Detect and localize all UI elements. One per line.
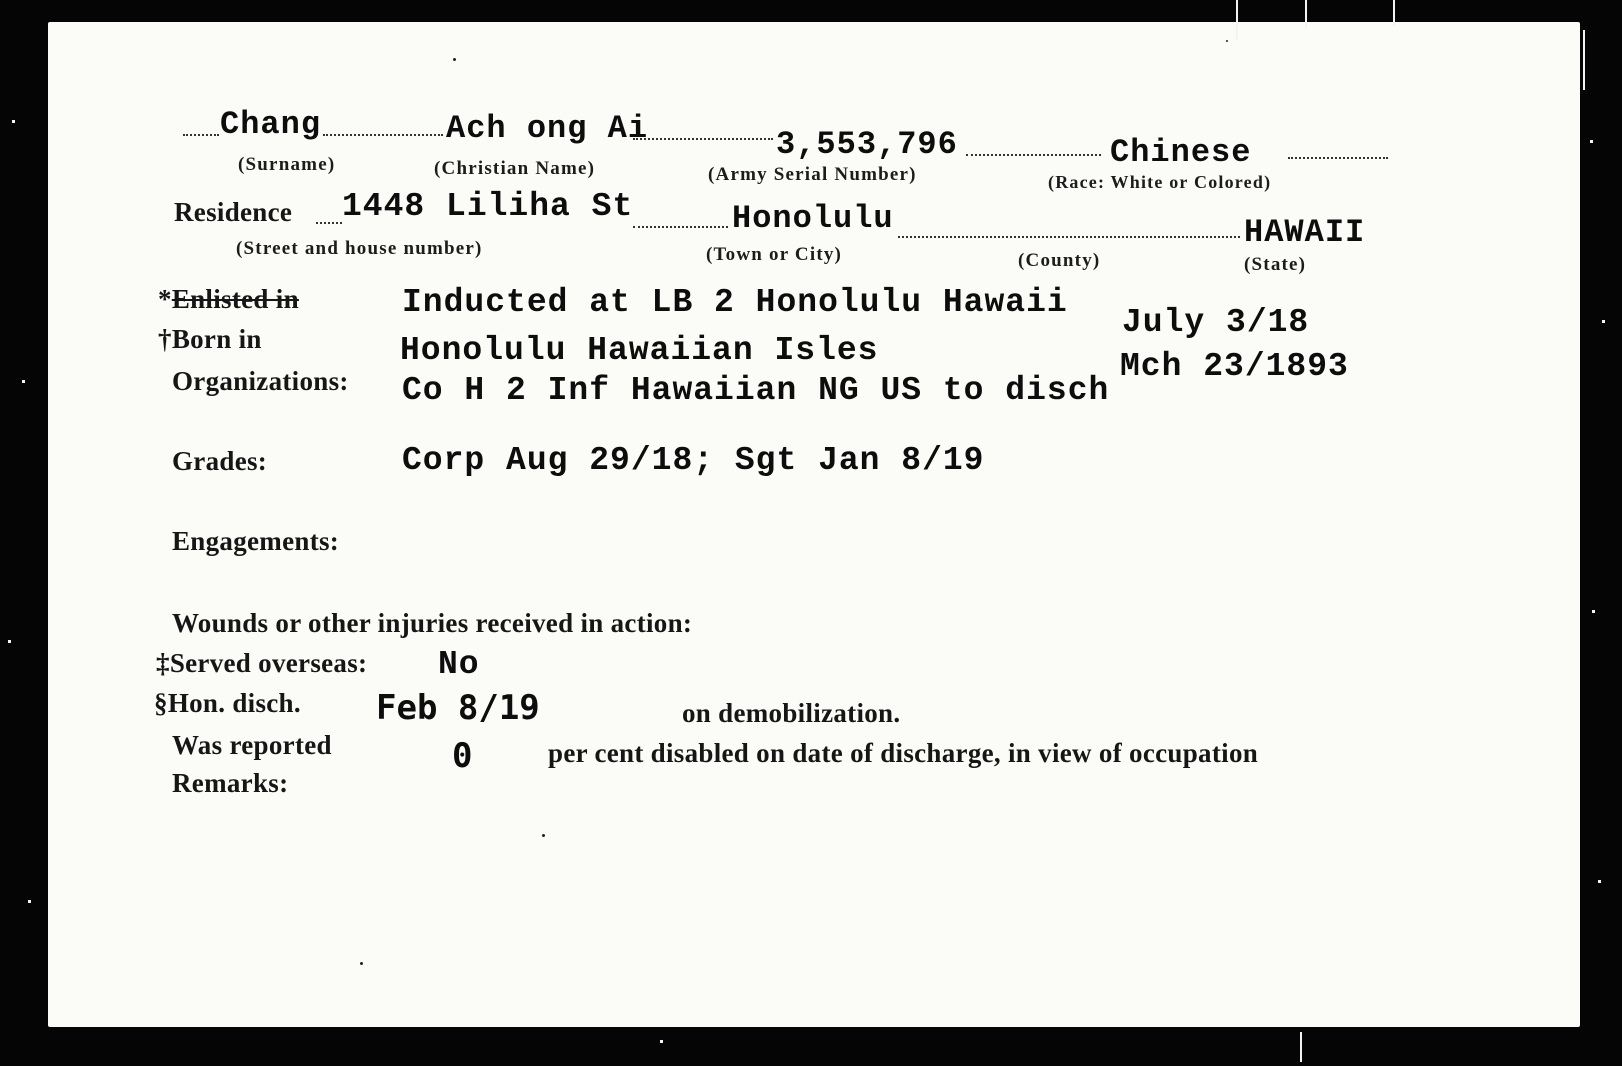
organizations-value: Co H 2 Inf Hawaiian NG US to disch (402, 372, 1110, 409)
disability-label: Was reported (172, 730, 332, 760)
scan-artifact (1305, 0, 1307, 28)
scan-artifact (1598, 880, 1601, 883)
enlisted-marker: * (158, 284, 172, 314)
discharge-value: Feb 8/19 (376, 688, 540, 728)
scan-speck (1226, 40, 1228, 42)
scan-artifact (12, 120, 15, 123)
overseas-label-row (156, 648, 367, 679)
dotted-leader (1288, 157, 1388, 159)
scan-artifact (1393, 0, 1395, 26)
enlisted-date: July 3/18 (1122, 304, 1310, 341)
serial-caption: (Army Serial Number) (708, 164, 917, 185)
dotted-leader (898, 236, 1240, 238)
christian-name-value: Ach ong Ai (446, 110, 649, 147)
born-label-row (158, 324, 262, 355)
scan-artifact (1590, 140, 1593, 143)
born-marker: † (158, 324, 172, 354)
scan-artifact (660, 1040, 663, 1043)
residence-street-value: 1448 Liliha St (342, 188, 634, 225)
discharge-marker: § (154, 688, 168, 718)
scan-artifact (1300, 1032, 1302, 1062)
serial-value: 3,553,796 (776, 126, 958, 163)
enlisted-label-row (158, 284, 299, 315)
scan-artifact (1583, 30, 1585, 90)
born-date: Mch 23/1893 (1120, 348, 1349, 385)
residence-town-value: Honolulu (732, 200, 894, 237)
residence-label: Residence (174, 197, 293, 227)
christian-name-caption: (Christian Name) (434, 158, 596, 179)
discharge-label: Hon. disch. (167, 688, 301, 718)
scan-artifact (1236, 0, 1238, 40)
dotted-leader (183, 134, 219, 136)
scan-artifact (1592, 610, 1595, 613)
surname-caption: (Surname) (238, 154, 336, 175)
state-caption: (State) (1244, 254, 1307, 275)
residence-state-value: HAWAII (1244, 214, 1366, 251)
enlisted-label: Enlisted in (171, 284, 299, 314)
overseas-label: Served overseas: (169, 648, 368, 678)
scan-artifact (8, 640, 11, 643)
scan-speck (453, 58, 456, 61)
scan-artifact (28, 900, 31, 903)
disability-value: 0 (452, 736, 473, 776)
dotted-leader (316, 222, 342, 224)
dotted-leader (966, 154, 1101, 156)
born-value: Honolulu Hawaiian Isles (400, 332, 879, 369)
dotted-leader (633, 138, 773, 140)
scan-artifact (1602, 320, 1605, 323)
engagements-label: Engagements: (172, 526, 340, 556)
street-caption: (Street and house number) (236, 238, 483, 259)
race-caption: (Race: White or Colored) (1048, 172, 1272, 192)
dotted-leader (323, 134, 443, 136)
born-label: Born in (171, 324, 262, 354)
overseas-value: No (438, 646, 480, 683)
scan-artifact (22, 380, 25, 383)
town-caption: (Town or City) (706, 244, 843, 265)
scan-speck (360, 962, 363, 965)
discharge-label-row (154, 688, 301, 719)
wounds-label: Wounds or other injuries received in action: (172, 608, 693, 638)
service-record-card (48, 22, 1580, 1027)
remarks-label: Remarks: (172, 768, 289, 798)
grades-label: Grades: (172, 446, 268, 476)
surname-value: Chang (220, 106, 322, 143)
organizations-label: Organizations: (172, 366, 349, 396)
disability-suffix: per cent disabled on date of discharge, in view of occupation (548, 738, 1259, 768)
overseas-marker: ‡ (156, 648, 170, 678)
county-caption: (County) (1018, 250, 1101, 271)
grades-value: Corp Aug 29/18; Sgt Jan 8/19 (402, 442, 985, 479)
scan-speck (542, 834, 545, 837)
dotted-leader (633, 226, 728, 228)
race-value: Chinese (1110, 134, 1252, 171)
discharge-suffix: on demobilization. (682, 698, 901, 728)
enlisted-value: Inducted at LB 2 Honolulu Hawaii (402, 284, 1068, 321)
